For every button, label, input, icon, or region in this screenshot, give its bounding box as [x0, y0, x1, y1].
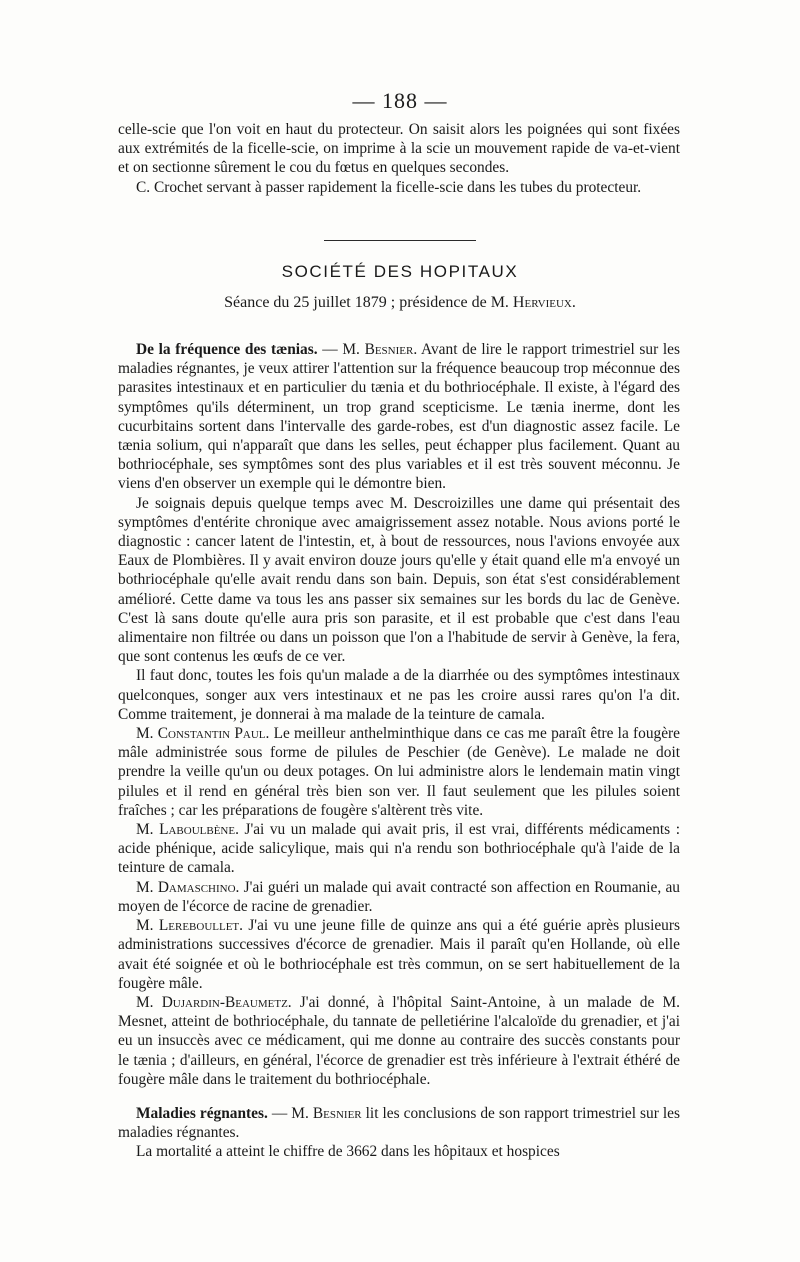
page-number: — 188 — — [352, 88, 448, 113]
speaker-name: Besnier. — [364, 341, 418, 358]
paragraph-text: Avant de lire le rapport trimestriel sur les maladies régnantes, je veux attirer l'attention sur la fréquence beaucoup trop méconnue des parasites intestinaux et en particulier du tænia et du bothriocéphale. Il existe, à l'égard des symptômes qu'ils déterminent, un trop grand scepticisme. Le tænia inerme, dont les cucurbitains sortent dans l'intervalle des garde-robes, est d'un diagnostic assez facile. Le tænia solium, qui n'apparaît que dans les selles, peut échapper plus facilement. Quant au bothriocéphale, ses symptômes sont des plus variables et il est très souvent méconnu. Je viens d'en observer un exemple qui le démontre bien. — [118, 341, 680, 493]
session-line — [0, 294, 800, 312]
session-date: Séance du 25 juillet 1879 ; présidence de M. — [224, 294, 513, 311]
body-text-block — [118, 340, 680, 1089]
top-text-block — [118, 120, 680, 197]
paragraph — [118, 993, 680, 1089]
speaker-name: Damaschino. — [157, 878, 240, 896]
section-divider — [324, 240, 476, 241]
paragraph — [118, 916, 680, 993]
speaker-prefix: M. — [136, 821, 160, 839]
paragraph-text: J'ai donné, à l'hôpital Saint-Antoine, à un malade de M. Mesnet, atteint de bothriocéphale, du tannate de pelletiérine l'alcaloïde du grenadier, et j'ai eu un insuccès avec ce médicament, qui me donne au contraire des succès constants pour le tænia ; d'ailleurs, en général, l'écorce de grenadier est très inférieure à l'extrait éthéré de fougère mâle dans le traitement du bothriocéphale. — [118, 993, 680, 1088]
section-heading: Maladies régnantes. — [136, 1105, 268, 1122]
speaker-prefix: M. — [136, 878, 158, 896]
speaker-name: Laboulbène. — [159, 821, 239, 839]
section-heading: De la fréquence des tænias. — [136, 341, 318, 358]
speaker-name: Dujardin-Beaumetz. — [161, 993, 292, 1011]
paragraph: Je soignais depuis quelque temps avec M. Descroizilles une dame qui présentait des symptômes d'entérite chronique avec amaigrissement assez notable. Nous avions porté le diagnostic : cancer latent de l'intestin, et, à bout de ressources, nous l'avions envoyée aux Eaux de Plombières. Il y avait environ douze jours qu'elle y était quand elle m'a envoyé un bothriocéphale qu'elle avait rendu dans son bain. Depuis, son état s'est considérablement amélioré. Cette dame va tous les ans passer six semaines sur les bords du lac de Genève. C'est là sans doute qu'elle aura pris son parasite, et il est probable que c'est dans l'eau alimentaire non filtrée ou dans un poisson que l'on a l'habitude de servir à Genève, la fera, que sont contenus les œufs de ce ver. — [118, 494, 680, 666]
president-name: Hervieux. — [512, 294, 576, 311]
society-heading: SOCIÉTÉ DES HOPITAUX — [281, 262, 519, 281]
paragraph: celle-scie que l'on voit en haut du protecteur. On saisit alors les poignées qui sont fixées aux extrémités de la ficelle-scie, on imprime à la scie un mouvement rapide de va-et-vient et on sectionne sûrement le cou du fœtus en quelques secondes. — [118, 121, 680, 177]
paragraph-text: J'ai vu une jeune fille de quinze ans qui a été guérie après plusieurs administrations successives d'écorce de grenadier. Mais il paraît qu'en Hollande, où elle avait été soignée et où le bothriocéphale est très commun, on se sert habituellement de la fougère mâle. — [118, 917, 680, 992]
paragraph: Il faut donc, toutes les fois qu'un malade a de la diarrhée ou des symptômes intestinaux quelconques, songer aux vers intestinaux et ne pas les croire aussi rares qu'on l'a dit. Comme traitement, je donnerai à ma malade de la teinture de camala. — [118, 667, 680, 723]
speaker-name: Constantin Paul. — [157, 725, 270, 743]
paragraph — [118, 340, 680, 494]
speaker-name: Lereboullet. — [158, 917, 243, 935]
speaker-name: Besnier — [312, 1105, 362, 1122]
paragraph — [118, 820, 680, 878]
paragraph: La mortalité a atteint le chiffre de 3662 dans les hôpitaux et hospices — [136, 1143, 560, 1161]
speaker-prefix: M. — [136, 917, 159, 935]
paragraph-text: Le meilleur anthelminthique dans ce cas me paraît être la fougère mâle administrée sous forme de pilules de Peschier (de Genève). Le malade ne doit prendre la veille qu'un ou deux potages. On lui administre alors le lendemain matin vingt pilules et il rend en général très bien son ver. Il faut seulement que les pilules soient fraîches ; car les préparations de fougère s'altèrent très vite. — [118, 725, 681, 819]
paragraph — [118, 1104, 680, 1142]
paragraph — [118, 878, 680, 916]
body-text-block-2 — [118, 1104, 680, 1162]
speaker-prefix: M. — [136, 993, 162, 1011]
paragraph-text: J'ai vu un malade qui avait pris, il est vrai, différents médicaments : acide phénique, acide salicylique, mais qui n'a rendu son bothriocéphale qu'à l'aide de la teinture de camala. — [118, 821, 680, 877]
speaker-prefix: M. — [136, 725, 158, 743]
paragraph: C. Crochet servant à passer rapidement la ficelle-scie dans les tubes du protecteur. — [136, 178, 642, 196]
paragraph — [118, 724, 680, 820]
paragraph-text: J'ai guéri un malade qui avait contracté son affection en Roumanie, au moyen de l'écorce de racine de grenadier. — [118, 878, 680, 915]
paragraph-text: lit les conclusions de son rapport trimestriel sur les maladies régnantes. — [118, 1105, 680, 1142]
separator: — M. — [267, 1105, 313, 1122]
separator: — M. — [317, 341, 365, 358]
